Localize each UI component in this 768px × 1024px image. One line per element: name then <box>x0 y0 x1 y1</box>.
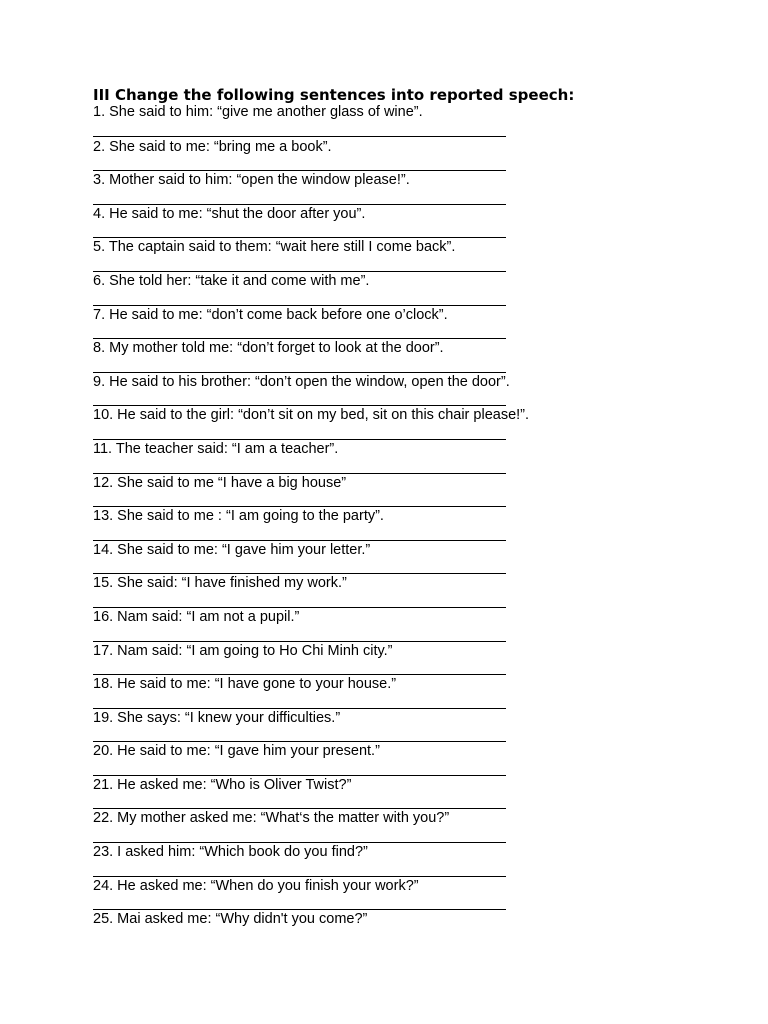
exercise-sentence: 5. The captain said to them: “wait here still I come back”. <box>93 239 456 256</box>
answer-line <box>93 525 506 541</box>
exercise-sentence: 16. Nam said: “I am not a pupil.” <box>93 608 300 625</box>
exercise-sentence: 23. I asked him: “Which book do you find?” <box>93 844 368 861</box>
exercise-sentence: 19. She says: “I knew your difficulties.” <box>93 709 341 726</box>
exercise-item <box>93 406 753 440</box>
answer-line <box>93 156 506 172</box>
answer-line <box>93 189 506 205</box>
exercise-item <box>93 205 753 239</box>
exercise-sentence: 17. Nam said: “I am going to Ho Chi Minh city.” <box>93 642 393 659</box>
exercise-item <box>93 809 753 843</box>
exercise-item <box>93 104 753 138</box>
answer-line <box>93 727 506 743</box>
exercise-item <box>93 507 753 541</box>
exercise-sentence: 12. She said to me “I have a big house” <box>93 474 347 491</box>
answer-line <box>93 223 506 239</box>
exercise-item <box>93 306 753 340</box>
answer-line <box>93 492 506 508</box>
exercise-item <box>93 272 753 306</box>
exercise-sentence: 20. He said to me: “I gave him your present.” <box>93 743 380 760</box>
answer-line <box>93 391 506 407</box>
exercise-sentence: 9. He said to his brother: “don’t open the window, open the door”. <box>93 373 510 390</box>
exercise-sentence: 8. My mother told me: “don’t forget to look at the door”. <box>93 340 444 357</box>
worksheet-heading: III Change the following sentences into reported speech: <box>93 86 575 104</box>
exercise-item <box>93 910 753 944</box>
exercise-sentence: 21. He asked me: “Who is Oliver Twist?” <box>93 776 352 793</box>
exercise-sentence: 3. Mother said to him: “open the window please!”. <box>93 172 410 189</box>
exercise-sentence: 24. He asked me: “When do you finish your work?” <box>93 877 419 894</box>
exercise-list <box>93 104 753 944</box>
exercise-item <box>93 877 753 911</box>
answer-line <box>93 559 506 575</box>
answer-line <box>93 424 506 440</box>
exercise-item <box>93 843 753 877</box>
exercise-sentence: 6. She told her: “take it and come with me”. <box>93 272 370 289</box>
exercise-item <box>93 675 753 709</box>
exercise-sentence: 7. He said to me: “don’t come back before one o’clock”. <box>93 306 448 323</box>
answer-line <box>93 895 506 911</box>
answer-line <box>93 660 506 676</box>
answer-line <box>93 290 506 306</box>
exercise-sentence: 22. My mother asked me: “What‘s the matter with you?” <box>93 810 450 827</box>
exercise-item <box>93 440 753 474</box>
answer-line <box>93 794 506 810</box>
exercise-item <box>93 742 753 776</box>
answer-line <box>93 256 506 272</box>
exercise-item <box>93 138 753 172</box>
exercise-sentence: 1. She said to him: “give me another glass of wine”. <box>93 104 423 120</box>
answer-line <box>93 693 506 709</box>
exercise-item <box>93 339 753 373</box>
exercise-item <box>93 642 753 676</box>
exercise-item <box>93 608 753 642</box>
answer-line <box>93 626 506 642</box>
answer-line <box>93 827 506 843</box>
exercise-sentence: 2. She said to me: “bring me a book”. <box>93 138 332 155</box>
answer-line <box>93 760 506 776</box>
exercise-sentence: 18. He said to me: “I have gone to your house.” <box>93 676 397 693</box>
exercise-item <box>93 574 753 608</box>
worksheet <box>93 86 753 944</box>
exercise-item <box>93 474 753 508</box>
answer-line <box>93 121 506 137</box>
answer-line <box>93 861 506 877</box>
answer-line <box>93 592 506 608</box>
answer-line <box>93 324 506 340</box>
exercise-item <box>93 541 753 575</box>
exercise-item <box>93 238 753 272</box>
exercise-item <box>93 373 753 407</box>
answer-line <box>93 357 506 373</box>
exercise-item <box>93 171 753 205</box>
exercise-item <box>93 709 753 743</box>
exercise-sentence: 25. Mai asked me: “Why didn't you come?” <box>93 911 368 928</box>
exercise-sentence: 14. She said to me: “I gave him your letter.” <box>93 541 371 558</box>
exercise-sentence: 15. She said: “I have finished my work.” <box>93 575 347 592</box>
exercise-sentence: 11. The teacher said: “I am a teacher”. <box>93 440 339 457</box>
exercise-sentence: 4. He said to me: “shut the door after you”. <box>93 205 366 222</box>
exercise-sentence: 10. He said to the girl: “don’t sit on my bed, sit on this chair please!”. <box>93 407 530 424</box>
exercise-sentence: 13. She said to me : “I am going to the party”. <box>93 508 384 525</box>
answer-line <box>93 458 506 474</box>
exercise-item <box>93 776 753 810</box>
